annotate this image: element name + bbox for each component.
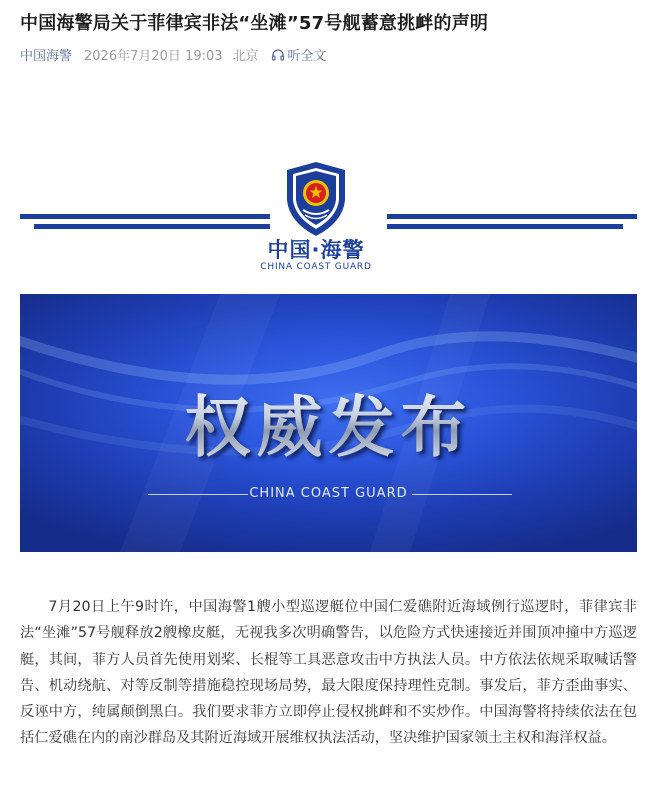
authority-release-banner [20,294,637,552]
logo-stripe [20,214,270,219]
logo-stripe [34,224,270,229]
banner-title: 权威发布 [20,374,637,469]
article-meta [20,45,327,64]
logo-name-cn: 中国·海警 [267,238,365,262]
publish-location: 北京 [232,49,259,64]
article-title: 中国海警局关于菲律宾非法“坐滩”57号舰蓄意挑衅的声明 [20,13,489,34]
article-body: 7月20日上午9时许，中国海警1艘小型巡逻艇位中国仁爱礁附近海域例行巡逻时，菲律宾非法“坐滩”57号舰释放2艘橡皮艇，无视我多次明确警告，以危险方式快速接近并围顶冲撞中方巡逻艇，其间，菲方人员首先使用划桨、长棍等工具恶意攻击中方执法人员。中方依法依规采取喊话警告、机动绕航、对等反制等措施稳控现场局势，最大限度保持理性克制。事发后，菲方歪曲事实、反诬中方，纯属颠倒黑白。我们要求菲方立即停止侵权挑衅和不实炒作。中国海警将持续依法在包括仁爱礁在内的南沙群岛及其附近海域开展维权执法活动，坚决维护国家领土主权和海洋权益。 [20,599,637,747]
listen-button[interactable] [271,45,327,64]
banner-subtitle: CHINA COAST GUARD [249,486,408,501]
listen-label: 听全文 [287,49,327,64]
coast-guard-emblem-icon [277,160,355,238]
coast-guard-logo [20,150,637,280]
logo-name-en: CHINA COAST GUARD [260,262,372,272]
headphones-icon [271,48,285,62]
logo-stripe [387,214,637,219]
logo-stripe [387,224,623,229]
publish-time: 2026年7月20日 19:03 [84,49,223,64]
source-account-link[interactable]: 中国海警 [20,49,73,64]
